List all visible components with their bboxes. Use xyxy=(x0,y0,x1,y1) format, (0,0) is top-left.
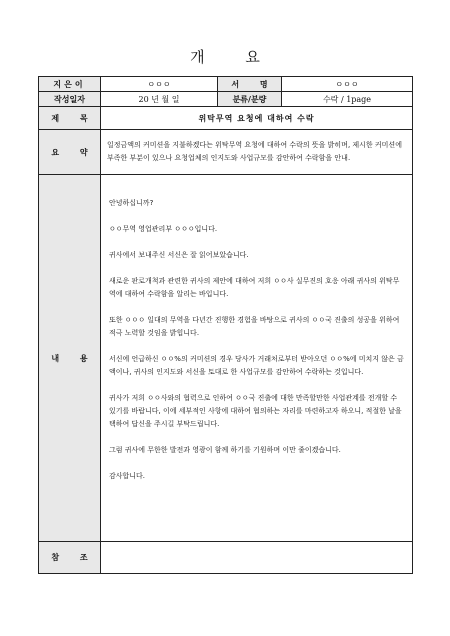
date-row xyxy=(39,92,413,107)
author-value: ㅇㅇㅇ xyxy=(101,77,218,92)
content-paragraph: ㅇㅇ무역 영업관리부 ㅇㅇㅇ입니다. xyxy=(109,225,218,233)
author-row xyxy=(39,77,413,92)
content-paragraph: 귀사에서 보내주신 서신은 잘 읽어보았습니다. xyxy=(109,251,249,259)
author-label: 지은이 xyxy=(39,77,101,92)
content-paragraph: 새로운 판로개척과 관련한 귀사의 제안에 대하여 저희 ㅇㅇ사 실무진의 호응 아래 귀사의 위탁무역에 대하여 수락함을 알리는 바입니다. xyxy=(109,277,400,298)
reference-label: 참 조 xyxy=(39,542,101,574)
content-paragraph: 그럼 귀사에 무한한 발전과 영광이 함께 하기를 기원하며 이만 줄이겠습니다. xyxy=(109,446,341,454)
reference-value xyxy=(101,542,413,574)
content-label: 내 용 xyxy=(39,175,101,542)
subject-label: 제 목 xyxy=(39,107,101,130)
date-value: 20 년 월 일 xyxy=(101,92,218,107)
signature-value: ㅇㅇㅇ xyxy=(282,77,413,92)
category-value: 수락 / 1page xyxy=(282,92,413,107)
document-title: 개 요 xyxy=(190,48,278,66)
date-label: 작성일자 xyxy=(39,92,101,107)
subject-value: 위탁무역 요청에 대하여 수락 xyxy=(101,107,413,130)
subject-row xyxy=(39,107,413,130)
summary-label: 요 약 xyxy=(39,130,101,175)
signature-label: 서 명 xyxy=(218,77,282,92)
summary-cell xyxy=(101,130,413,175)
content-paragraph: 또한 ㅇㅇㅇ 일대의 무역을 다년간 진행한 경험을 바탕으로 귀사의 ㅇㅇ국 진출의 성공을 위하여 적극 노력할 것임을 밝힙니다. xyxy=(109,316,400,337)
content-cell xyxy=(101,175,413,542)
content-body xyxy=(101,175,412,483)
content-paragraph: 서신에 언급하신 ㅇㅇ%의 커미션의 경우 당사가 거래처로부터 받아오던 ㅇㅇ%에 미치지 않은 금액이나, 귀사의 인지도와 서신을 토대로 한 사업규모를 감안하여 수락하는 것입니다. xyxy=(109,355,404,376)
content-paragraph: 감사합니다. xyxy=(109,472,146,480)
category-label: 분류/분량 xyxy=(218,92,282,107)
summary-form xyxy=(38,76,413,574)
summary-text: 일정금액의 커미션을 지불하겠다는 위탁무역 요청에 대하여 수락의 뜻을 밝히며, 제시한 커미션에 부족한 부분이 있으나 요청업체의 인지도와 사업규모를 감안하여 수락함을 안내. xyxy=(107,141,402,162)
content-row xyxy=(39,175,413,542)
content-paragraph: 귀사가 저희 ㅇㅇ사와의 협력으로 인하여 ㅇㅇ국 진출에 대한 만족할만한 사업관계를 전개할 수 있기를 바랍니다, 이에 세부적인 사항에 대하여 협의하는 자리를 마련하고자 하오니, 적절한 날을 택하여 답신을 주시길 부탁드립니다. xyxy=(109,394,402,428)
summary-row xyxy=(39,130,413,175)
reference-row xyxy=(39,542,413,574)
content-paragraph: 안녕하십니까? xyxy=(109,199,154,207)
